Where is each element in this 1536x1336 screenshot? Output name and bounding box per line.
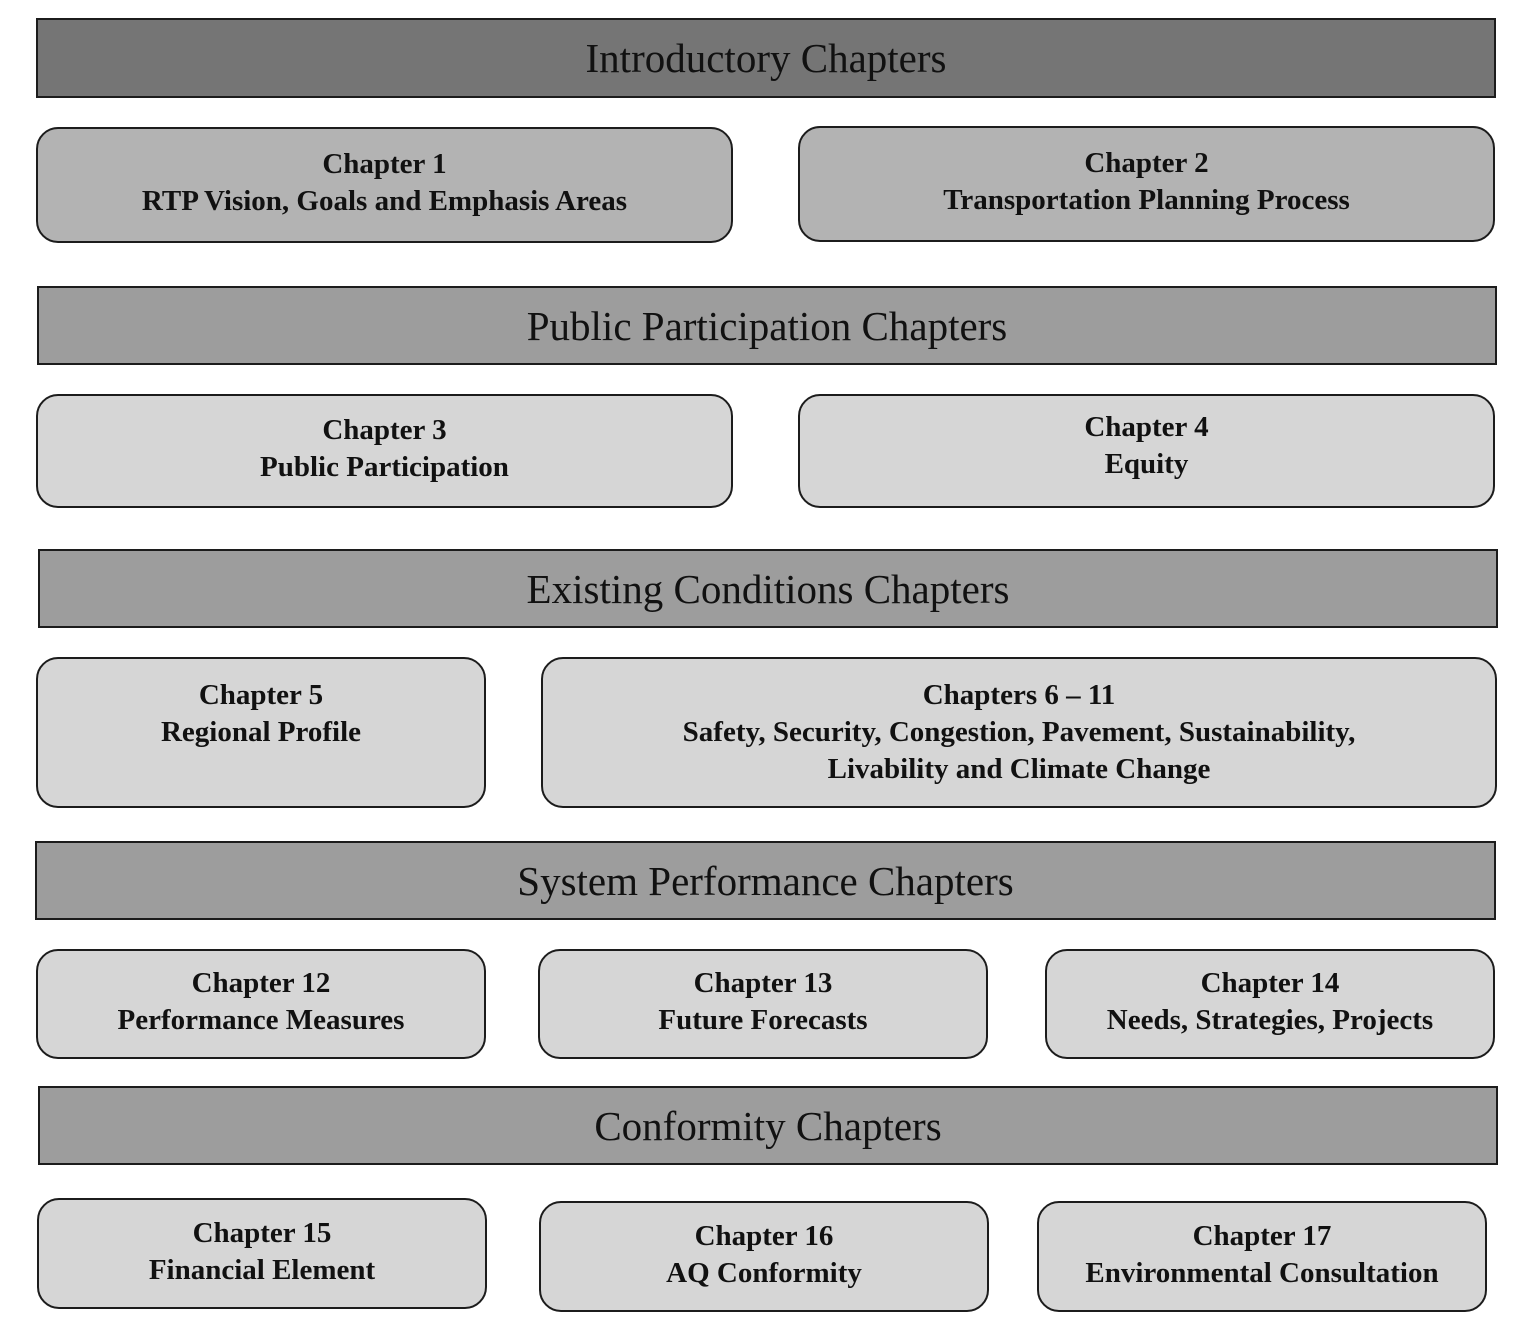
chapter-title: Needs, Strategies, Projects	[1106, 1004, 1434, 1036]
chapter-number: Chapter 16	[694, 1219, 834, 1252]
section-title: Conformity Chapters	[594, 1102, 942, 1149]
chapter-13-box	[538, 949, 988, 1059]
section-header-conformity	[38, 1086, 1498, 1165]
chapter-number: Chapter 1	[322, 148, 447, 180]
section-title: System Performance Chapters	[517, 857, 1014, 904]
chapter-5-box	[36, 657, 486, 808]
chapter-title: Environmental Consultation	[1085, 1256, 1439, 1289]
chapter-17-box	[1037, 1201, 1487, 1312]
chapter-16-box	[539, 1201, 989, 1312]
chapter-1-box	[36, 127, 733, 243]
section-header-introductory	[36, 18, 1496, 98]
section-title: Introductory Chapters	[585, 35, 947, 81]
chapter-number: Chapter 4	[1084, 411, 1209, 443]
section-header-existing-conditions	[38, 549, 1498, 628]
chapter-title: Public Participation	[260, 451, 509, 483]
section-header-public-participation	[37, 286, 1497, 365]
chapter-2-box	[798, 126, 1495, 242]
chapter-14-box	[1045, 949, 1495, 1059]
chapter-number: Chapter 17	[1192, 1219, 1332, 1252]
chapter-title-line-1: Safety, Security, Congestion, Pavement, Sustainability,	[682, 716, 1356, 748]
chapter-title: Equity	[1104, 448, 1189, 480]
chapter-title: Regional Profile	[160, 716, 361, 748]
chapter-number: Chapter 13	[693, 967, 833, 999]
chapter-15-box	[37, 1198, 487, 1309]
chapter-title: RTP Vision, Goals and Emphasis Areas	[141, 185, 628, 217]
chapter-number: Chapter 12	[191, 967, 331, 999]
chapter-4-box	[798, 394, 1495, 508]
section-title: Public Participation Chapters	[526, 302, 1008, 349]
chapter-number: Chapter 3	[322, 414, 447, 446]
section-header-system-performance	[35, 841, 1496, 920]
chapter-number: Chapter 15	[192, 1216, 332, 1249]
chapter-title: Transportation Planning Process	[943, 184, 1350, 216]
chapter-title: AQ Conformity	[666, 1256, 862, 1289]
chapter-title-line-2: Livability and Climate Change	[827, 753, 1211, 785]
chapter-3-box	[36, 394, 733, 508]
section-title: Existing Conditions Chapters	[526, 565, 1010, 612]
chapter-number: Chapter 14	[1200, 967, 1340, 999]
chapter-title: Future Forecasts	[658, 1004, 868, 1036]
chapter-number: Chapters 6 – 11	[922, 679, 1116, 711]
chapter-12-box	[36, 949, 486, 1059]
chapter-number: Chapter 5	[198, 679, 324, 711]
chapter-title: Performance Measures	[117, 1004, 405, 1036]
chapter-number: Chapter 2	[1084, 147, 1209, 179]
chapter-title: Financial Element	[148, 1253, 376, 1286]
chapters-6-11-box	[541, 657, 1497, 808]
